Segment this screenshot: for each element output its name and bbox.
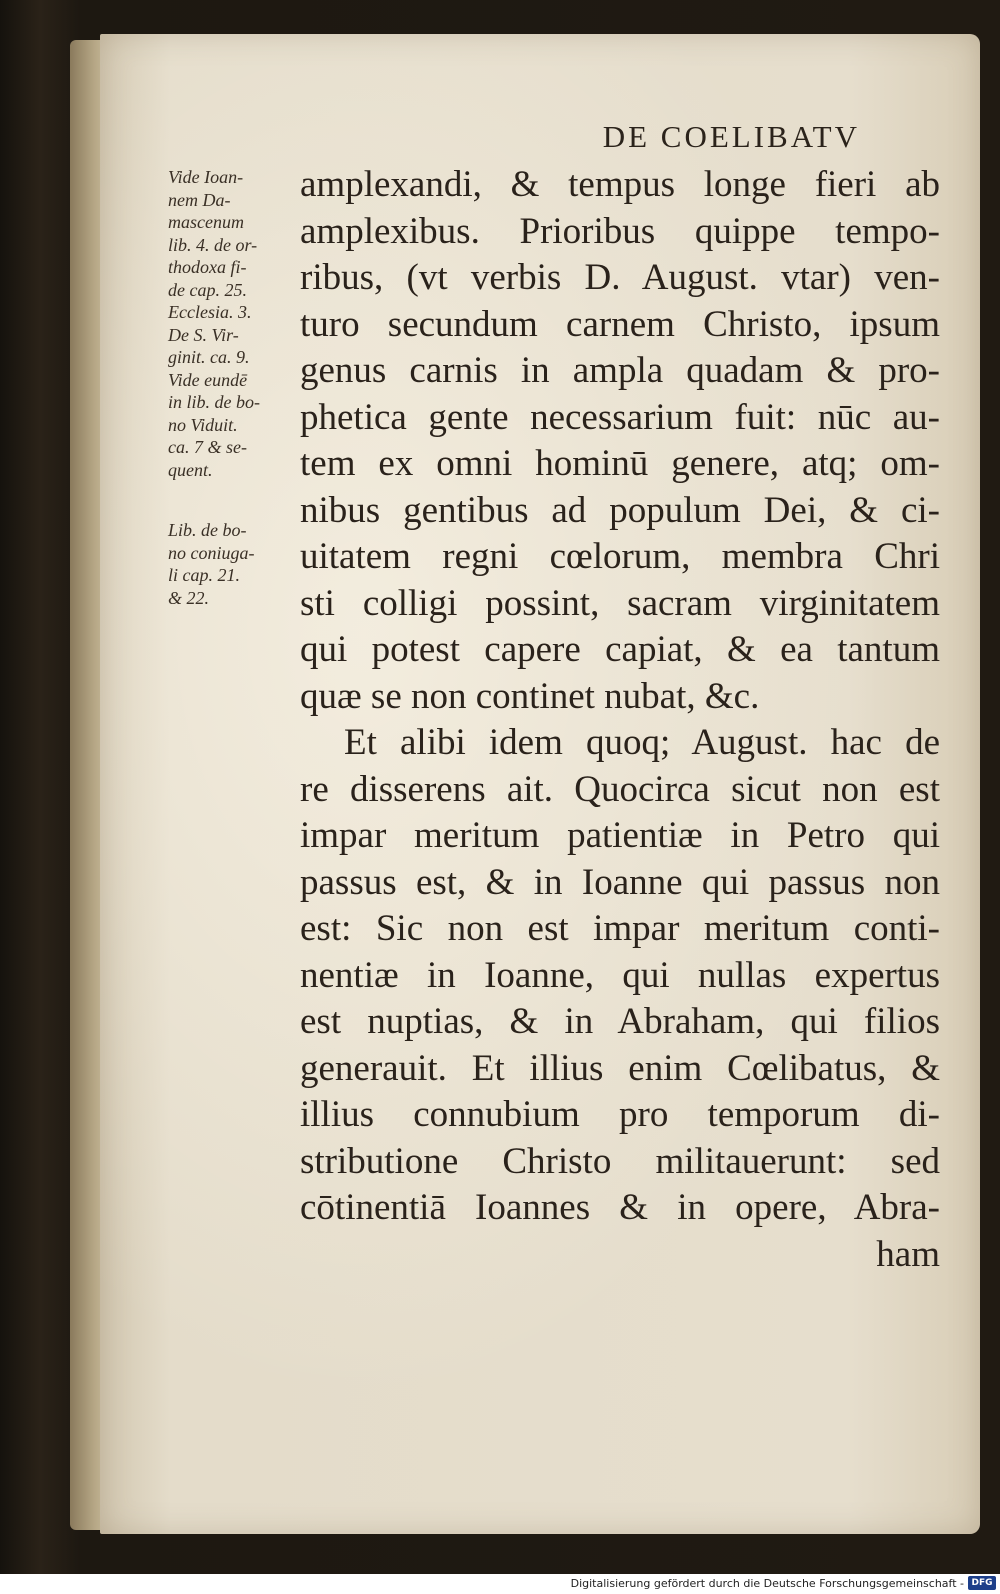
margin-note-line: Vide Ioan- (168, 167, 244, 187)
margin-note-line: Vide eundē (168, 369, 248, 390)
text-line: passus est, & in Ioanne qui passus non (300, 861, 940, 903)
text-line: genus carnis in ampla quadam & pro- (300, 350, 940, 391)
catchword: ham (876, 1233, 940, 1275)
text-line: phetica gente necessarium fuit: nūc au- (300, 396, 940, 438)
text-line: ribus, (vt verbis D. August. vtar) ven- (300, 257, 940, 298)
text-line: illius connubium pro temporum di- (300, 1094, 940, 1135)
margin-note-1 (168, 166, 308, 481)
text-line: nibus gentibus ad populum Dei, & ci- (300, 489, 940, 531)
running-head: DE COELIBATV (602, 119, 860, 154)
margin-note-line: nem Da- (168, 189, 231, 210)
text-line: impar meritum patientiæ in Petro qui (300, 815, 940, 856)
margin-note-line: thodoxa fi- (168, 257, 247, 277)
text-line: est: Sic non est impar meritum conti- (300, 908, 940, 949)
margin-note-line: Lib. de bo- (168, 520, 247, 540)
text-line: nentiæ in Ioanne, qui nullas expertus (300, 954, 940, 996)
book-page (100, 34, 980, 1534)
text-line: sti colligi possint, sacram virginitatem (300, 582, 940, 624)
margin-note-line: ca. 7 & se- (168, 437, 247, 457)
text-line: turo secundum carnem Christo, ipsum (300, 303, 940, 345)
text-line: tem ex omni hominū genere, atq; om- (300, 443, 940, 484)
text-line: stributione Christo militauerunt: sed (300, 1140, 940, 1182)
margin-note-line: in lib. de bo- (168, 392, 260, 412)
body-text (300, 162, 940, 1278)
margin-note-line: ginit. ca. 9. (168, 347, 250, 367)
text-line: est nuptias, & in Abraham, qui filios (300, 1001, 940, 1042)
margin-note-line: Ecclesia. 3. (168, 302, 252, 322)
margin-note-line: lib. 4. de or- (168, 234, 258, 255)
margin-note-line: li cap. 21. (168, 565, 240, 585)
margin-note-line: & 22. (168, 587, 210, 608)
margin-note-2 (168, 519, 308, 609)
text-line: qui potest capere capiat, & ea tantum (300, 629, 940, 670)
margin-note-line: de cap. 25. (168, 279, 247, 300)
text-line: amplexandi, & tempus longe fieri ab (300, 164, 940, 205)
text-line: uitatem regni cœlorum, membra Chri (300, 536, 940, 577)
text-line: re disserens ait. Quocirca sicut non est (300, 768, 940, 810)
text-line: quæ se non continet nubat, &c. (300, 675, 760, 717)
margin-note-line: no Viduit. (168, 414, 238, 435)
margin-note-line: mascenum (168, 212, 244, 232)
margin-note-line: De S. Vir- (168, 324, 239, 345)
text-line: amplexibus. Prioribus quippe tempo- (300, 210, 940, 252)
margin-notes (168, 166, 308, 609)
margin-note-line: no coniuga- (168, 542, 255, 563)
funding-notice: Digitalisierung gefördert durch die Deutsche Forschungsgemeinschaft - (570, 1577, 964, 1590)
text-line: Et alibi idem quoq; August. hac de (344, 722, 940, 763)
text-line: cōtinentiā Ioannes & in opere, Abra- (300, 1187, 940, 1228)
dfg-logo: DFG (968, 1576, 996, 1590)
text-line: generauit. Et illius enim Cœlibatus, & (300, 1047, 940, 1089)
margin-note-line: quent. (168, 459, 213, 480)
